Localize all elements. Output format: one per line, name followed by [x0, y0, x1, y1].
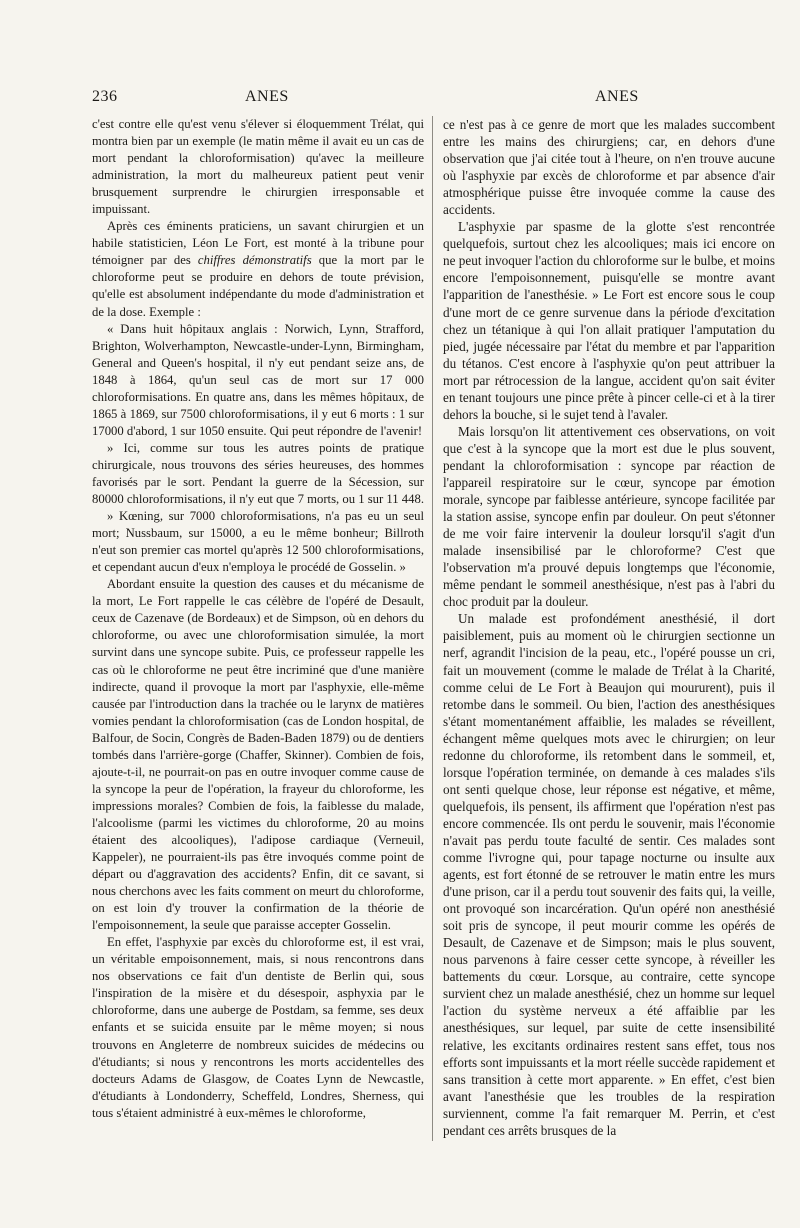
quote-paragraph: « Dans huit hôpitaux anglais : Norwich, Lynn, Strafford, Brighton, Wolverhampton, Newcastle-under-Lynn, Birmingham, General and Queen's hospital, il n'y eut pendant seize ans, de 1848 à 1864, qu'un seul cas de mort sur 17 000 chloroformisations. En quatre ans, dans les mêmes hôpitaux, de 1865 à 1869, sur 7500 chloroformisations, il y eut 6 morts : 1 sur 17000 d'abord, 1 sur 1050 ensuite. Qui peut répondre de l'avenir!: [92, 321, 424, 438]
paragraph: Abordant ensuite la question des causes et du mécanisme de la mort, Le Fort rappelle le cas célèbre de l'opéré de Desault, ceux de Cazenave (de Bordeaux) et de Simpson, où en dehors du chloroforme, ou avec une chloroformisation simulée, la mort survint dans une syncope subite. Puis, ce professeur rappelle les cas où le chloroforme ne peut être incriminé que d'une manière indirecte, quand il provoque la mort par l'asphyxie, elle-même causée par l'introduction dans la trachée ou le larynx de matières vomies pendant la chloroformisation (cas de London hospital, de Balfour, de Socin, Congrès de Baden-Baden 1879) ou de dentiers tombés dans l'arrière-gorge (Chaffer, Skinner). Combien de fois, ajoute-t-il, ne pourrait-on pas en outre invoquer comme cause de la syncope la peur de l'opération, la frayeur du chloroforme, les impressions morales? Combien de fois, la faiblesse du malade, l'alcoolisme (parmi les victimes du chloroforme, 20 au moins étaient des alcooliques), l'adipose cardiaque (Verneuil, Kappeler), ne pourraient-ils pas être invoqués comme point de départ ou d'aggravation des accidents? Enfin, dit ce savant, si nous cherchons avec les faits comment on meurt du chloroforme, on est loin d'y trouver la confirmation de la théorie de l'empoisonnement, la seule que paraisse accepter Gosselin.: [92, 577, 424, 933]
quote-paragraph: » Kœning, sur 7000 chloroformisations, n'a pas eu un seul mort; Nussbaum, sur 15000, a eu le même bonheur; Billroth n'eut son premier cas mortel qu'après 12 500 chloroformisations, et cependant aucun d'eux n'employa le procédé de Gosselin. »: [92, 509, 424, 575]
page-number: 236: [92, 88, 118, 105]
emphasis-text: chiffres démonstratifs: [197, 253, 312, 268]
right-column: [443, 116, 775, 1139]
paragraph: c'est contre elle qu'est venu s'élever si éloquemment Trélat, qui montra bien par un exemple (le matin même il avait eu un cas de mort pendant la chloroformisation) qu'avec la meilleure administration, la mort du malheureux patient peut venir brusquement surprendre le chirurgien irresponsable et impuissant.: [92, 117, 424, 217]
paragraph-text: Après ces éminents praticiens, un savant chirurgien et un habile statisticien, Léon Le Fort, est monté à la tribune pour témoigner par des: [92, 219, 424, 268]
running-head-left: ANES: [245, 88, 289, 105]
paragraph: En effet, l'asphyxie par excès du chloroforme est, il est vrai, un véritable empoisonnement, mais, si nous rencontrons dans nos observations ce fait d'un dentiste de Berlin qui, sous l'inspiration de la misère et du désespoir, asphyxia par le chloroforme, dans une auberge de Postdam, sa femme, ses deux enfants et se suicida ensuite par le même moyen; si nous trouvons en Angleterre de nombreux suicides de médecins ou d'étudiants; si nous y rencontrons les morts accidentelles des docteurs Adams de Glasgow, de Coates Lynn de Newcastle, d'étudiants à Londonderry, Scheffeld, Londres, Sherness, qui tous s'étaient administré à eux-mêmes le chloroforme,: [92, 935, 424, 1120]
paragraph: Mais lorsqu'on lit attentivement ces observations, on voit que c'est à la syncope que la mort est due le plus souvent, pendant la chloroformisation : syncope par réaction de l'appareil respiratoire sur le cœur, syncope par émotion morale, syncope par faiblesse antérieure, syncope facilitée par la station assise, syncope enfin par douleur. On peut s'étonner de me voir faire intervenir la douleur lorsqu'il s'agit d'un malade insensibilisé par le chloroforme? C'est que l'observation m'a prouvé depuis longtemps que l'économie, même pendant le sommeil anesthésique, n'est pas à l'abri du choc produit par la douleur.: [443, 423, 775, 610]
paragraph: L'asphyxie par spasme de la glotte s'est rencontrée quelquefois, surtout chez les alcooliques; mais ici encore on ne peut invoquer l'action du chloroforme sur le bulbe, et moins encore l'empoisonnement, puisqu'elle se montre avant l'apparition de l'anesthésie. » Le Fort est encore sous le coup d'une mort de ce genre survenue dans la période d'excitation chez un tétanique à qui l'on allait pratiquer l'amputation du pied, jugée nécessaire par l'état du membre et par l'apparition du tétanos. C'est encore à l'asphyxie qu'on peut attribuer la mort par rétrocession de la langue, accident qu'on sait éviter en tenant toujours une pince prête à pincer celle-ci et à la tirer dehors la bouche, si le sujet tend à l'avaler.: [443, 219, 775, 422]
left-column: [92, 116, 424, 1122]
running-head-right: ANES: [595, 88, 639, 105]
paragraph: [92, 218, 424, 320]
paragraph: ce n'est pas à ce genre de mort que les malades succombent entre les mains des chirurgiens; car, en dehors d'une observation que j'ai citée tout à l'heure, on n'en trouve aucune où l'asphyxie par excès de chloroforme et par absence d'air atmosphérique puisse être invoquée comme la cause des accidents.: [443, 117, 775, 218]
paragraph: Un malade est profondément anesthésié, il dort paisiblement, puis au moment où le chirurgien sectionne un nerf, agrandit l'incision de la peau, etc., l'opéré pousse un cri, fait un mouvement (comme le malade de Trélat à la Charité, comme celui de Le Fort à Beaujon qui moururent), puis il retombe dans le sommeil. Ou bien, l'action des anesthésiques s'étant momentanément affaiblie, les malades se réveillent, échangent même quelques mots avec le chirurgien; on leur redonne du chloroforme, ils retombent dans le sommeil, et, lorsque l'opération terminée, on demande à ces malades s'ils ont senti quelque chose, leur réponse est négative, et même, quelquefois, ils pensent, ils affirment que l'opération n'est pas encore commencée. Ils ont perdu le souvenir, mais l'économie n'avait pas perdu toute faculté de sentir. Ces malades sont comme l'ivrogne qui, pour tapage nocturne ou insulte aux agents, est fort étonné de se retrouver le matin entre les murs d'une prison, car il a perdu tout souvenir des faits qui, la veille, ont provoqué son incarcération. Qu'un opéré non anesthésié soit pris de syncope, il peut mourir comme les opérés de Desault, de Cazenave et de Simpson; mais le plus souvent, nous parvenons à faire cesser cette syncope, à réveiller les battements du cœur. Lorsque, au contraire, cette syncope survient chez un malade anesthésié, chez un homme sur lequel l'action du système nerveux a été affaiblie par les anesthésiques, sur lequel, par suite de cette insensibilité relative, les excitants ordinaires restent sans effet, tous nos efforts sont impuissants et la mort réelle succède rapidement et sans transition à cette mort apparente. » En effet, c'est bien avant l'anesthésie que les troubles de la respiration surviennent, comme l'a fait remarquer M. Perrin, et c'est pendant ces arrêts brusques de la: [443, 611, 775, 1138]
column-divider: [432, 116, 433, 1141]
paragraph-text: que la mort par le chloroforme peut se produire en dehors de toute prévision, qu'elle est absolument indépendante du mode d'administration et de la dose. Exemple :: [92, 253, 424, 319]
quote-paragraph: » Ici, comme sur tous les autres points de pratique chirurgicale, nous trouvons des séries heureuses, des hommes favorisés par le sort. Pendant la guerre de la Sécession, sur 80000 chloroformisations, il n'y eut que 7 morts, ou 1 sur 11 448.: [92, 440, 425, 507]
